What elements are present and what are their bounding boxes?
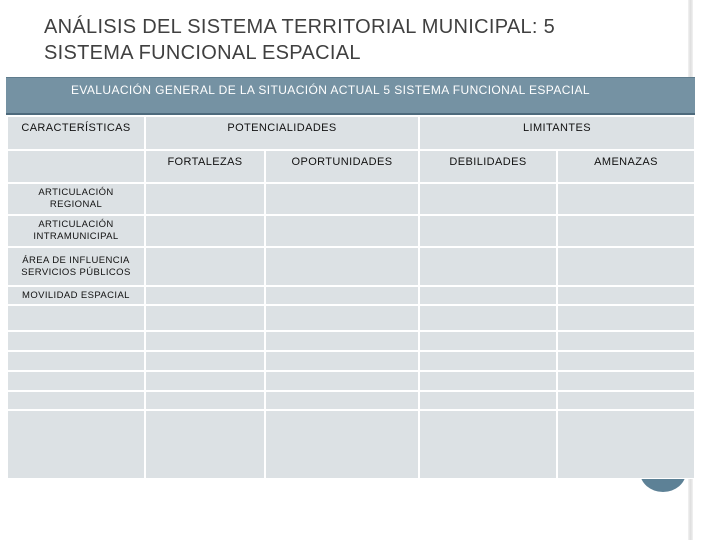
slide-title-line-2: SISTEMA FUNCIONAL ESPACIAL [44, 42, 361, 64]
header-caracteristicas-text: CARACTERÍSTICAS [21, 122, 131, 134]
table-cell [8, 306, 144, 330]
table-cell [420, 352, 556, 370]
table-cell [420, 216, 556, 246]
slide-title-line-1: ANÁLISIS DEL SISTEMA TERRITORIAL MUNICIPAL: 5 [44, 16, 556, 38]
row-label-articulacion-intramunicipal: ARTICULACIÓN INTRAMUNICIPAL [8, 216, 144, 246]
table-cell [558, 411, 694, 478]
table-cell [146, 287, 264, 304]
table-cell [558, 287, 694, 304]
table-cell [146, 352, 264, 370]
header-limitantes-text: LIMITANTES [523, 122, 591, 134]
row-label-area-influencia: ÁREA DE INFLUENCIA SERVICIOS PÚBLICOS [8, 248, 144, 285]
table-cell [558, 248, 694, 285]
header-fortalezas [146, 151, 264, 182]
table-cell [420, 332, 556, 350]
table-banner [6, 77, 695, 115]
table-cell [8, 352, 144, 370]
table-cell [146, 392, 264, 409]
table-cell [146, 248, 264, 285]
header-oportunidades [266, 151, 418, 182]
evaluation-table [6, 77, 695, 479]
table-cell [146, 332, 264, 350]
header-amenazas [558, 151, 694, 182]
table-cell [420, 248, 556, 285]
table-cell [266, 184, 418, 214]
table-cell [266, 248, 418, 285]
table-cell [266, 372, 418, 390]
header-caracteristicas [8, 117, 144, 149]
table-cell [420, 372, 556, 390]
table-cell [558, 372, 694, 390]
table-cell [146, 216, 264, 246]
table-cell [558, 306, 694, 330]
header-debilidades-text: DEBILIDADES [449, 156, 527, 168]
table-cell [146, 372, 264, 390]
table-cell [266, 306, 418, 330]
header-potencialidades-text: POTENCIALIDADES [227, 122, 337, 134]
table-cell [558, 216, 694, 246]
table-cell [420, 184, 556, 214]
header-limitantes [420, 117, 694, 149]
header-debilidades [420, 151, 556, 182]
header-fortalezas-text: FORTALEZAS [167, 156, 243, 168]
table-cell [420, 306, 556, 330]
table-cell [8, 411, 144, 478]
table-cell [266, 332, 418, 350]
table-cell [266, 287, 418, 304]
table-cell [420, 411, 556, 478]
table-cell [146, 411, 264, 478]
header-potencialidades [146, 117, 418, 149]
row-label-movilidad-espacial: MOVILIDAD ESPACIAL [8, 287, 144, 304]
table-banner-text: EVALUACIÓN GENERAL DE LA SITUACIÓN ACTUAL 5 SISTEMA FUNCIONAL ESPACIAL [70, 83, 591, 97]
table-cell [266, 352, 418, 370]
table-cell [266, 392, 418, 409]
table-cell [558, 392, 694, 409]
table-cell [420, 392, 556, 409]
row-label-articulacion-regional: ARTICULACIÓN REGIONAL [8, 184, 144, 214]
table-cell [8, 392, 144, 409]
header-amenazas-text: AMENAZAS [594, 156, 658, 168]
table-cell [266, 411, 418, 478]
table-cell [558, 184, 694, 214]
table-cell [558, 352, 694, 370]
header-caracteristicas-sub [8, 151, 144, 182]
header-oportunidades-text: OPORTUNIDADES [291, 156, 393, 168]
table-cell [8, 332, 144, 350]
slide-title [44, 14, 684, 66]
table-cell [8, 372, 144, 390]
table-cell [146, 184, 264, 214]
table-cell [558, 332, 694, 350]
table-cell [266, 216, 418, 246]
table-cell [420, 287, 556, 304]
table-cell [146, 306, 264, 330]
